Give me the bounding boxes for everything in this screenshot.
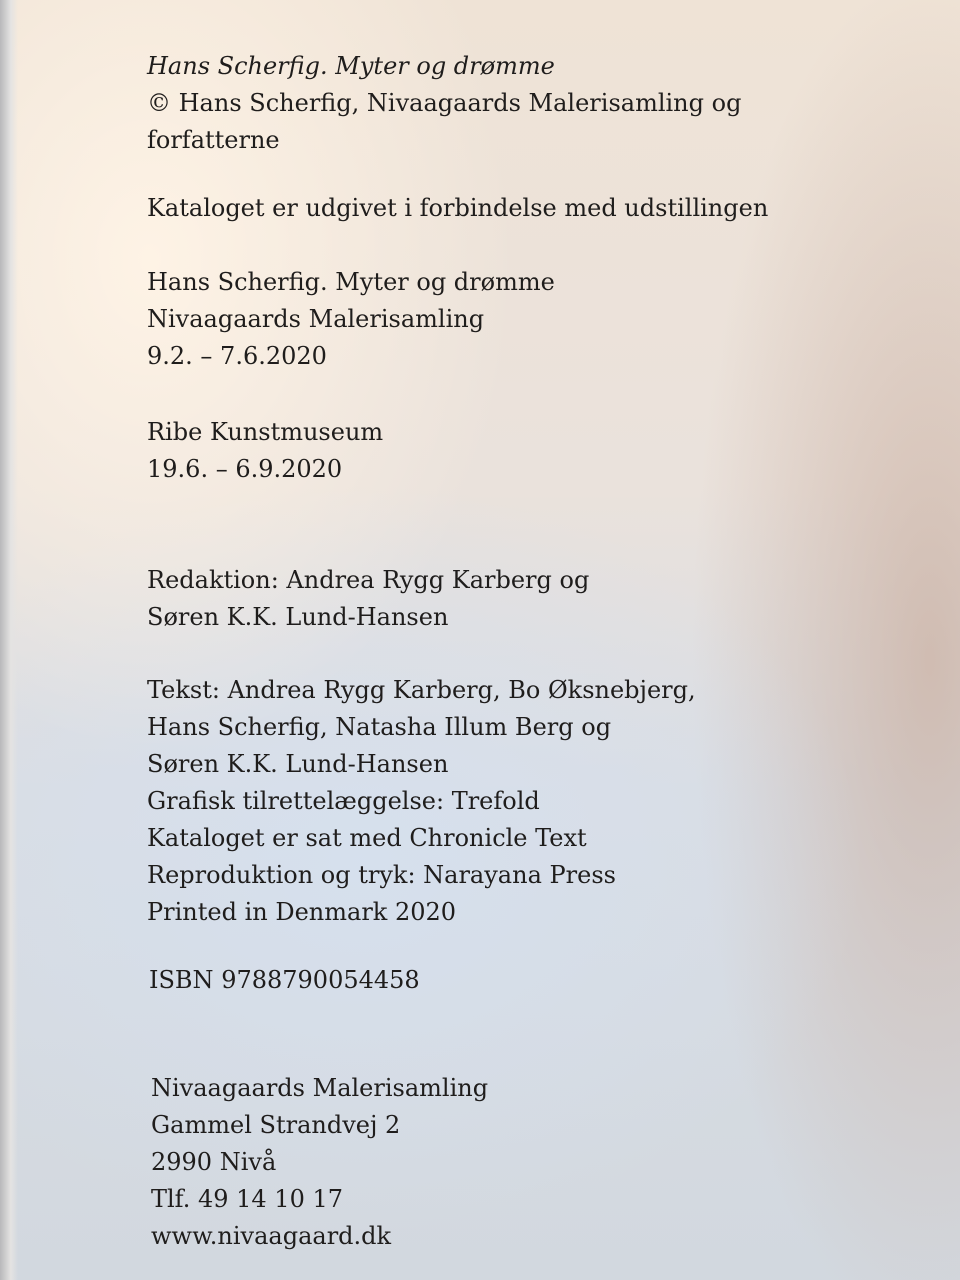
second-venue-block xyxy=(147,414,383,488)
copyright-line: © Hans Scherfig, Nivaagaards Malerisamling og xyxy=(147,89,742,117)
book-page-edge xyxy=(0,0,18,1280)
editors-block xyxy=(147,562,589,636)
book-title: Hans Scherfig. Myter og drømme xyxy=(147,52,555,80)
editors-line-2: Søren K.K. Lund-Hansen xyxy=(147,603,449,631)
exhibition-title: Hans Scherfig. Myter og drømme xyxy=(147,268,555,296)
credit-line: Reproduktion og tryk: Narayana Press xyxy=(147,861,616,889)
exhibition-dates-2: 19.6. – 6.9.2020 xyxy=(147,455,343,483)
address-street: Gammel Strandvej 2 xyxy=(151,1111,401,1139)
credit-line: Printed in Denmark 2020 xyxy=(147,898,457,926)
credit-line: Søren K.K. Lund-Hansen xyxy=(147,750,449,778)
isbn-block xyxy=(149,962,420,999)
catalog-note-block xyxy=(147,190,768,227)
isbn-number: ISBN 9788790054458 xyxy=(149,966,420,994)
exhibition-block xyxy=(147,264,555,375)
editors-line-1: Redaktion: Andrea Rygg Karberg og xyxy=(147,566,590,594)
address-website: www.nivaagaard.dk xyxy=(151,1222,392,1250)
copyright-line-continued: forfatterne xyxy=(147,126,280,154)
exhibition-dates-1: 9.2. – 7.6.2020 xyxy=(147,342,327,370)
credit-line: Hans Scherfig, Natasha Illum Berg og xyxy=(147,713,612,741)
title-copyright-block xyxy=(147,48,741,159)
address-city: 2990 Nivå xyxy=(151,1148,277,1176)
address-name: Nivaagaards Malerisamling xyxy=(151,1074,489,1102)
catalog-note: Kataloget er udgivet i forbindelse med udstillingen xyxy=(147,194,769,222)
credit-line: Kataloget er sat med Chronicle Text xyxy=(147,824,587,852)
address-phone: Tlf. 49 14 10 17 xyxy=(151,1185,344,1213)
credit-line: Grafisk tilrettelæggelse: Trefold xyxy=(147,787,540,815)
address-block xyxy=(151,1070,488,1255)
credits-block xyxy=(147,672,696,931)
exhibition-venue-2: Ribe Kunstmuseum xyxy=(147,418,384,446)
credit-line: Tekst: Andrea Rygg Karberg, Bo Øksnebjerg, xyxy=(147,676,696,704)
exhibition-venue-1: Nivaagaards Malerisamling xyxy=(147,305,485,333)
